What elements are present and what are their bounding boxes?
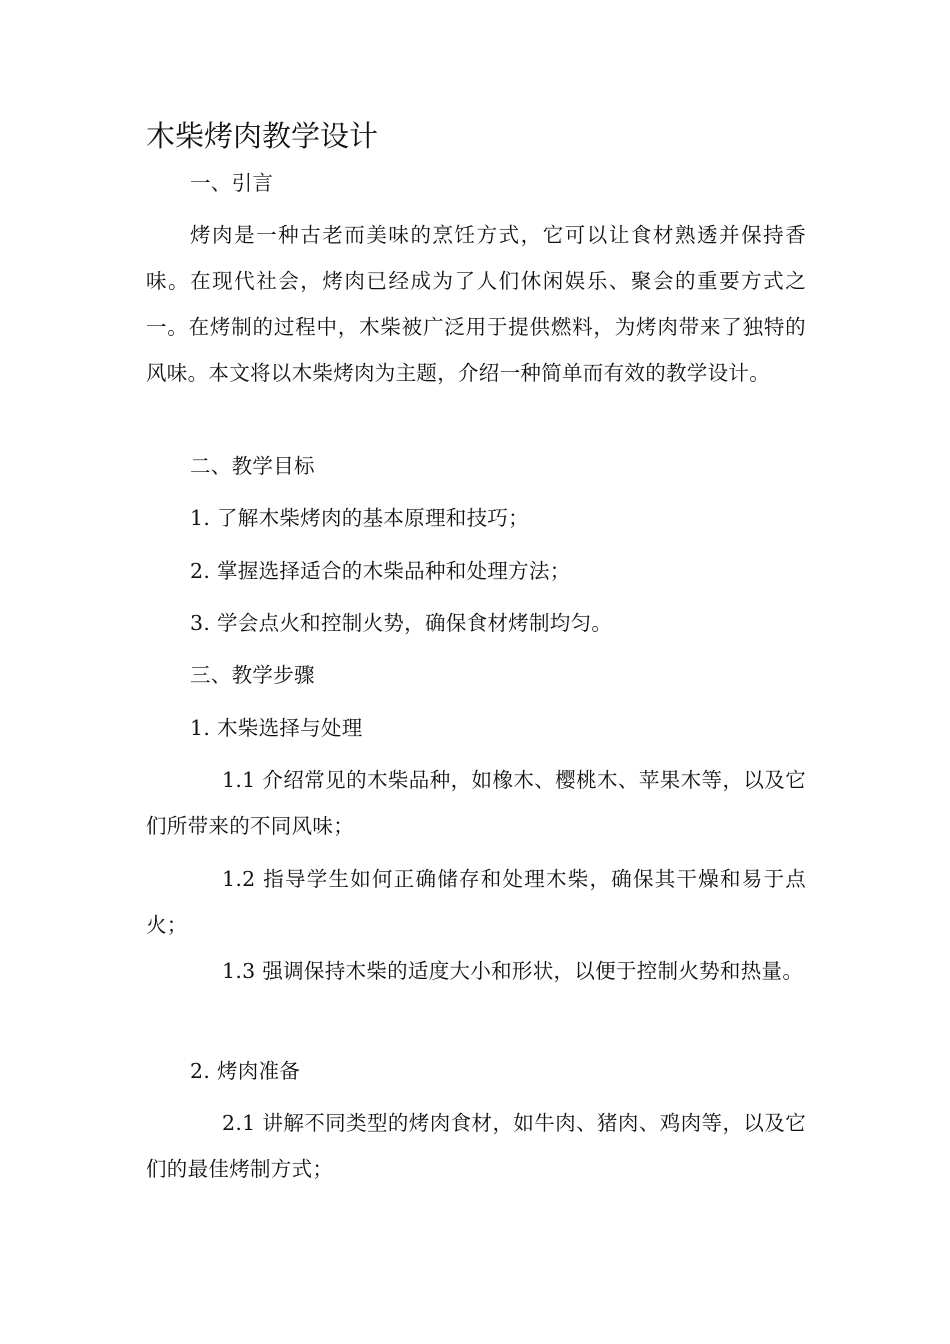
goal-item-3: 3. 学会点火和控制火势，确保食材烤制均匀。 bbox=[190, 611, 613, 635]
intro-heading: 一、引言 bbox=[190, 171, 274, 195]
step1-heading: 1. 木柴选择与处理 bbox=[190, 716, 363, 740]
document-title: 木柴烤肉教学设计 bbox=[146, 119, 379, 153]
goal-item-1: 1. 了解木柴烤肉的基本原理和技巧； bbox=[190, 506, 529, 530]
step1-item-3: 1.3 强调保持木柴的适度大小和形状，以便于控制火势和热量。 bbox=[222, 959, 804, 983]
step1-item-1: 1.1 介绍常见的木柴品种，如橡木、樱桃木、苹果木等，以及它们所带来的不同风味； bbox=[146, 768, 806, 838]
step2-item-1: 2.1 讲解不同类型的烤肉食材，如牛肉、猪肉、鸡肉等，以及它们的最佳烤制方式； bbox=[146, 1111, 806, 1181]
step1-item-2: 1.2 指导学生如何正确储存和处理木柴，确保其干燥和易于点火； bbox=[146, 867, 806, 937]
intro-paragraph: 烤肉是一种古老而美味的烹饪方式，它可以让食材熟透并保持香味。在现代社会，烤肉已经成为了人们休闲娱乐、聚会的重要方式之一。在烤制的过程中，木柴被广泛用于提供燃料，为烤肉带来了独特的风味。本文将以木柴烤肉为主题，介绍一种简单而有效的教学设计。 bbox=[146, 223, 806, 385]
steps-heading: 三、教学步骤 bbox=[190, 663, 315, 687]
goal-item-2: 2. 掌握选择适合的木柴品种和处理方法； bbox=[190, 559, 571, 583]
goals-heading: 二、教学目标 bbox=[190, 454, 315, 478]
step2-heading: 2. 烤肉准备 bbox=[190, 1059, 301, 1083]
